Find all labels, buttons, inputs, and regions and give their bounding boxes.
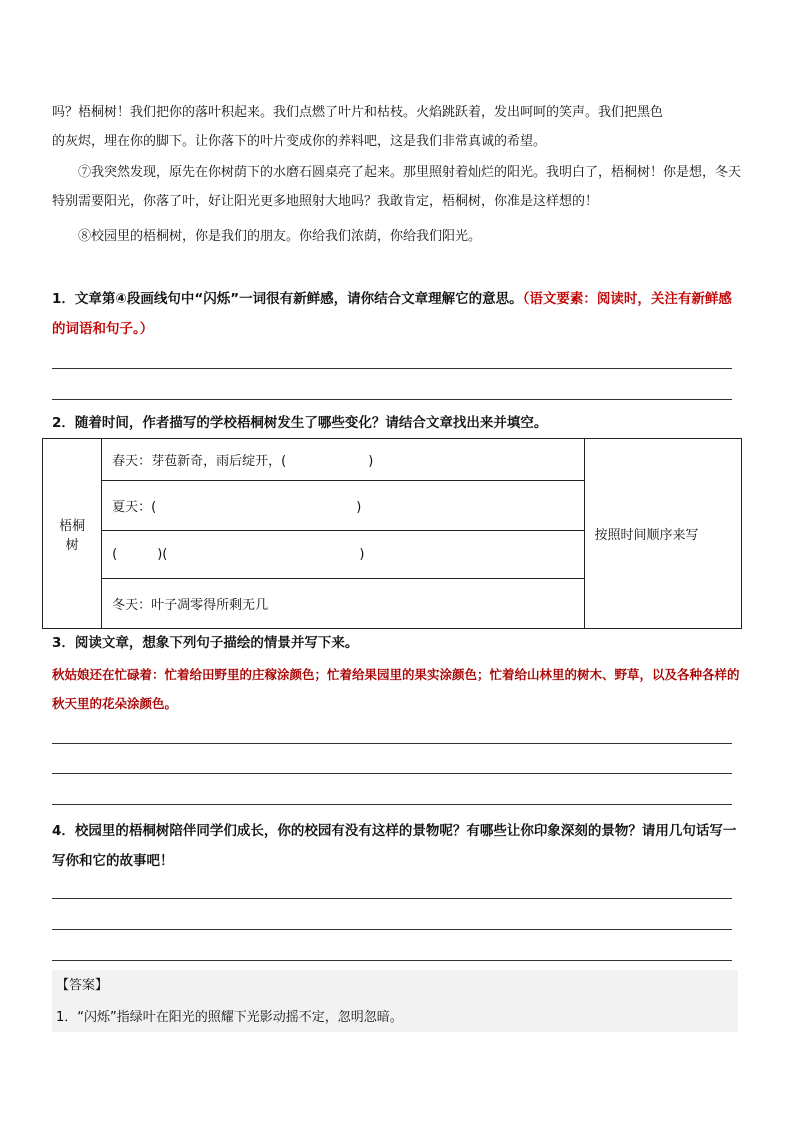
table-row-head: 梧桐树	[43, 439, 102, 629]
spring-text: 春天：芽苞新奇，雨后绽开，(	[112, 454, 287, 469]
table-cell-summer[interactable]	[102, 481, 584, 531]
question-4: 4．校园里的梧桐树陪伴同学们成长，你的校园有没有这样的景物呢？有哪些让你印象深刻的景物？请用几句话写一写你和它的故事吧！	[52, 823, 737, 869]
answer-line[interactable]	[52, 898, 732, 899]
blank-open: (	[112, 547, 118, 562]
question-1-text: 1．文章第④段画线句中“闪烁”一词很有新鲜感，请你结合文章理解它的意思。	[52, 291, 523, 307]
blank-close: )	[359, 547, 365, 562]
answer-line[interactable]	[52, 773, 732, 774]
answer-line[interactable]	[52, 743, 732, 744]
answer-line[interactable]	[52, 804, 732, 805]
passage-line-2: 的灰烬，埋在你的脚下。让你落下的叶片变成你的养料吧，这是我们非常真诚的希望。	[52, 134, 547, 149]
table-cell-autumn[interactable]	[102, 531, 584, 579]
question-2: 2．随着时间，作者描写的学校梧桐树发生了哪些变化？请结合文章找出来并填空。	[52, 415, 548, 431]
passage-paragraph-8: ⑧校园里的梧桐树，你是我们的朋友。你给我们浓荫，你给我们阳光。	[78, 229, 482, 244]
blank-close: )	[368, 454, 374, 469]
passage-paragraph-7: ⑦我突然发现，原先在你树荫下的水磨石圆桌亮了起来。那里照射着灿烂的阳光。我明白了，梧桐树！你是想，冬天特别需要阳光，你落了叶，好让阳光更多地照射大地吗？我敢肯定，梧桐树，你准是这样想的！	[52, 165, 742, 209]
fill-in-table	[42, 438, 742, 629]
answer-line[interactable]	[52, 929, 732, 930]
answer-line[interactable]	[52, 368, 732, 369]
passage-line-1: 吗？梧桐树！我们把你的落叶积起来。我们点燃了叶片和枯枝。火焰跳跃着，发出呵呵的笑声。我们把黑色	[52, 105, 664, 120]
blank-mid: )(	[157, 547, 168, 562]
blank-close: )	[356, 500, 362, 515]
table-cell-spring[interactable]	[102, 439, 584, 481]
table-side-note: 按照时间顺序来写	[584, 439, 741, 629]
answer-line[interactable]	[52, 399, 732, 400]
question-3: 3．阅读文章，想象下列句子描绘的情景并写下来。	[52, 635, 359, 651]
answer-heading: 【答案】	[56, 978, 109, 993]
summer-text: 夏天：(	[112, 500, 157, 515]
answer-1: 1．“闪烁”指绿叶在阳光的照耀下光影动摇不定，忽明忽暗。	[56, 1010, 403, 1025]
question-1-hint: （语文要素：阅读时，关注有新鲜感的词语和句子。）	[52, 291, 732, 337]
question-1	[52, 284, 742, 344]
table-cell-winter: 冬天：叶子凋零得所剩无几	[102, 579, 584, 629]
answer-line[interactable]	[52, 960, 732, 961]
question-3-prompt: 秋姑娘还在忙碌着：忙着给田野里的庄稼涂颜色；忙着给果园里的果实涂颜色；忙着给山林里的树木、野草，以及各种各样的秋天里的花朵涂颜色。	[52, 667, 740, 711]
